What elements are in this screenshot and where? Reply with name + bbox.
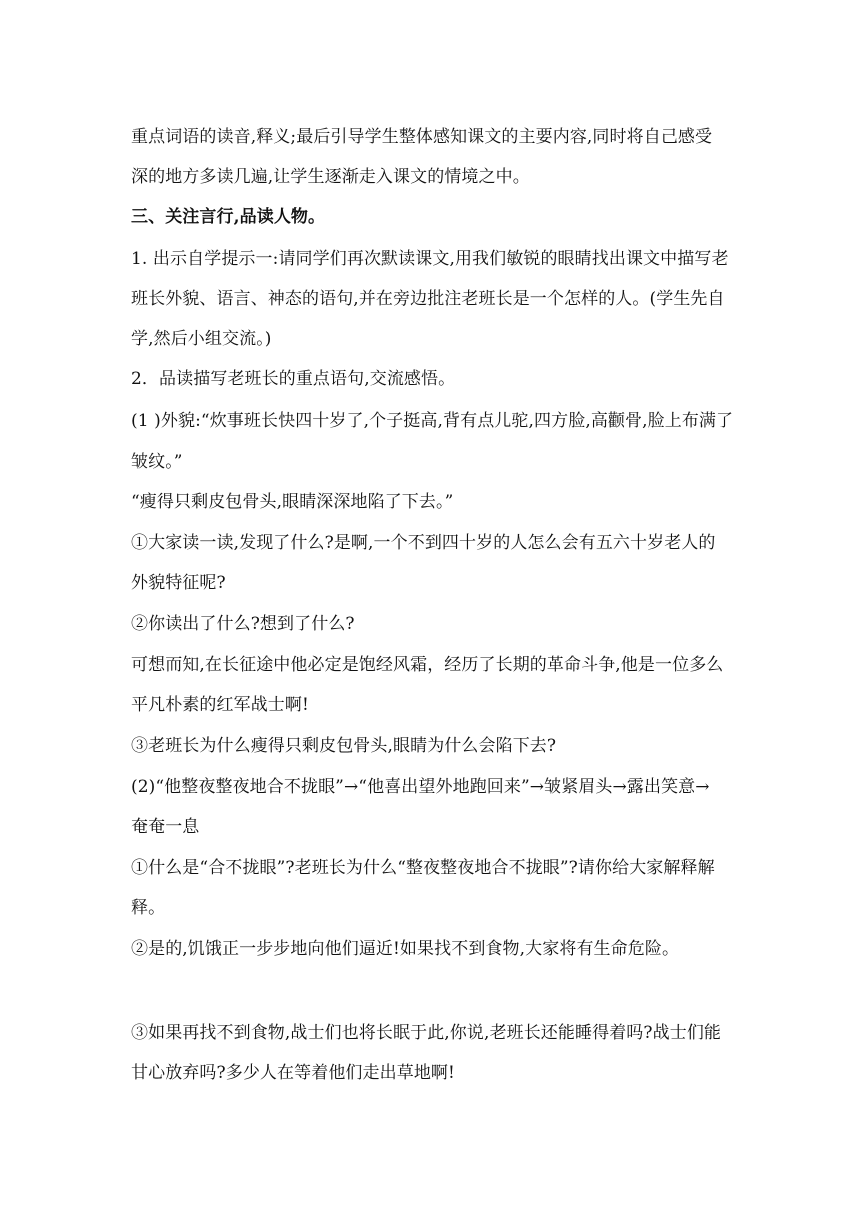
paragraph-line-2: 深的地方多读几遍,让学生逐渐走入课文的情境之中。 xyxy=(131,167,530,187)
paragraph-line-6: 学,然后小组交流。) xyxy=(131,329,272,349)
paragraph-line-20: 释。 xyxy=(131,898,166,918)
paragraph-line-7: 2．品读描写老班长的重点语句,交流感悟。 xyxy=(131,369,456,389)
paragraph-line-14: 可想而知,在长征途中他必定是饱经风霜，经历了长期的革命斗争,他是一位多么 xyxy=(131,655,724,675)
paragraph-line-21: ②是的,饥饿正一步步地向他们逼近!如果找不到食物,大家将有生命危险。 xyxy=(131,939,680,959)
paragraph-line-17: (2)“他整夜整夜地合不拢眼”→“他喜出望外地跑回来”→皱紧眉头→露出笑意→ xyxy=(131,777,710,797)
paragraph-line-1: 重点词语的读音,释义;最后引导学生整体感知课文的主要内容,同时将自己感受 xyxy=(131,127,713,147)
paragraph-line-13: ②你读出了什么?想到了什么? xyxy=(131,614,355,634)
paragraph-line-15: 平凡朴素的红军战士啊! xyxy=(131,695,309,715)
paragraph-line-5: 班长外貌、语言、神态的语句,并在旁边批注老班长是一个怎样的人。(学生先自 xyxy=(131,289,725,309)
paragraph-line-4: 1. 出示自学提示一:请同学们再次默读课文,用我们敏锐的眼睛找出课文中描写老 xyxy=(131,249,729,269)
paragraph-line-23: 甘心放弃吗?多少人在等着他们走出草地啊! xyxy=(131,1063,455,1083)
section-heading: 三、关注言行,品读人物。 xyxy=(131,207,326,227)
paragraph-line-16: ③老班长为什么瘦得只剩皮包骨头,眼睛为什么会陷下去? xyxy=(131,736,557,756)
paragraph-line-11: ①大家读一读,发现了什么?是啊,一个不到四十岁的人怎么会有五六十岁老人的 xyxy=(131,533,716,553)
paragraph-line-19: ①什么是“合不拢眼”?老班长为什么“整夜整夜地合不拢眼”?请你给大家解释解 xyxy=(131,858,715,878)
paragraph-line-18: 奄奄一息 xyxy=(131,817,200,837)
paragraph-line-12: 外貌特征呢? xyxy=(131,573,226,593)
paragraph-line-10: “瘦得只剩皮包骨头,眼睛深深地陷了下去。” xyxy=(131,492,454,512)
paragraph-line-8: (1 )外貌:“炊事班长快四十岁了,个子挺高,背有点儿驼,四方脸,高颧骨,脸上布满了 xyxy=(131,411,734,431)
paragraph-line-22: ③如果再找不到食物,战士们也将长眠于此,你说,老班长还能睡得着吗?战士们能 xyxy=(131,1023,722,1043)
paragraph-line-9: 皱纹。” xyxy=(131,452,183,472)
